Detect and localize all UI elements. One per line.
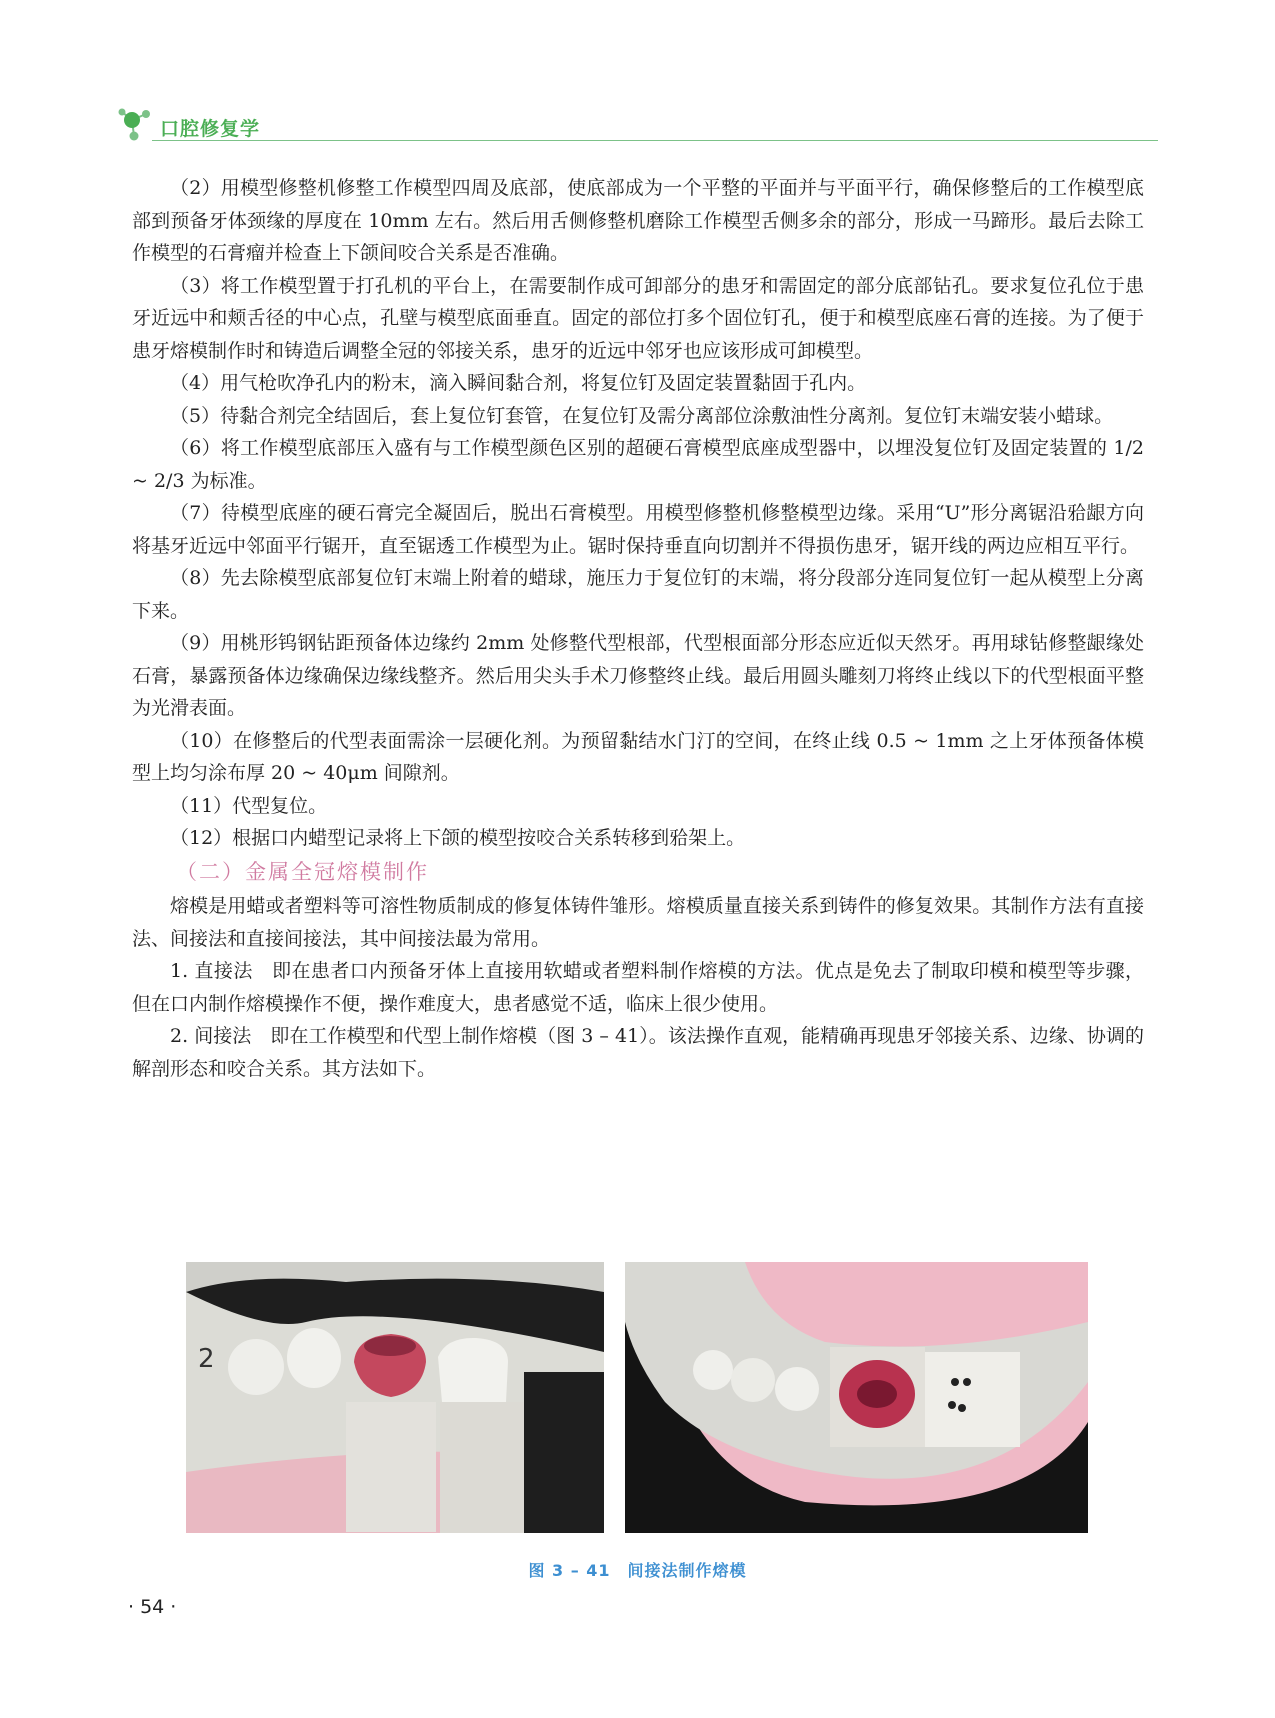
dental-model-side-view-image bbox=[186, 1262, 604, 1533]
paragraph-step-4: （4）用气枪吹净孔内的粉末，滴入瞬间黏合剂，将复位钉及固定装置黏固于孔内。 bbox=[170, 372, 867, 394]
body-text bbox=[132, 172, 1144, 1085]
paragraph-step-11: （11）代型复位。 bbox=[170, 794, 328, 817]
molecule-logo-icon bbox=[118, 106, 158, 142]
paragraph-step-8: （8）先去除模型底部复位钉末端上附着的蜡球，施压力于复位钉的末端，将分段部分连同复位钉一起从模型上分离下来。 bbox=[132, 567, 1144, 622]
dental-model-occlusal-view-image bbox=[625, 1262, 1088, 1533]
figure-photo-left bbox=[186, 1262, 604, 1533]
paragraph-indirect-method: 2. 间接法 即在工作模型和代型上制作熔模（图 3 – 41）。该法操作直观，能精确再现患牙邻接关系、边缘、协调的解剖形态和咬合关系。其方法如下。 bbox=[132, 1025, 1144, 1080]
figure-photo-right bbox=[625, 1262, 1088, 1533]
paragraph-step-5: （5）待黏合剂完全结固后，套上复位钉套管，在复位钉及需分离部位涂敷油性分离剂。复位钉末端安装小蜡球。 bbox=[170, 404, 1114, 427]
header-divider bbox=[152, 140, 1158, 141]
book-title: 口腔修复学 bbox=[160, 118, 261, 140]
paragraph-step-2: （2）用模型修整机修整工作模型四周及底部，使底部成为一个平整的平面并与平面平行，确保修整后的工作模型底部到预备牙体颈缘的厚度在 10mm 左右。然后用舌侧修整机磨除工作模型舌侧多余的部分，形成一马蹄形。最后去除工作模型的石膏瘤并检查上下颌间咬合关系是否准确。 bbox=[132, 177, 1144, 264]
paragraph-step-3: （3）将工作模型置于打孔机的平台上，在需要制作成可卸部分的患牙和需固定的部分底部钻孔。要求复位孔位于患牙近远中和颊舌径的中心点，孔壁与模型底面垂直。固定的部位打多个固位钉孔，便于和模型底座石膏的连接。为了便于患牙熔模制作时和铸造后调整全冠的邻接关系，患牙的近远中邻牙也应该形成可卸模型。 bbox=[132, 274, 1144, 362]
paragraph-direct-method: 1. 直接法 即在患者口内预备牙体上直接用软蜡或者塑料制作熔模的方法。优点是免去了制取印模和模型等步骤，但在口内制作熔模操作不便，操作难度大，患者感觉不适，临床上很少使用。 bbox=[132, 960, 1144, 1015]
running-header bbox=[118, 106, 1158, 146]
paragraph-step-10: （10）在修整后的代型表面需涂一层硬化剂。为预留黏结水门汀的空间，在终止线 0.5 ~ 1mm 之上牙体预备体模型上均匀涂布厚 20 ~ 40μm 间隙剂。 bbox=[132, 729, 1144, 784]
section-heading: （二）金属全冠熔模制作 bbox=[176, 859, 429, 884]
paragraph-step-12: （12）根据口内蜡型记录将上下颌的模型按咬合关系转移到𬌗架上。 bbox=[170, 827, 746, 849]
paragraph-step-9: （9）用桃形钨钢钻距预备体边缘约 2mm 处修整代型根部，代型根面部分形态应近似天然牙。再用球钻修整龈缘处石膏，暴露预备体边缘确保边缘线整齐。然后用尖头手术刀修整终止线。最后用圆头雕刻刀将终止线以下的代型根面平整为光滑表面。 bbox=[132, 632, 1144, 719]
model-number-marking: 2 bbox=[198, 1344, 215, 1374]
page-number: · 54 · bbox=[128, 1596, 177, 1618]
paragraph-step-6: （6）将工作模型底部压入盛有与工作模型颜色区别的超硬石膏模型底座成型器中，以埋没复位钉及固定装置的 1/2 ~ 2/3 为标准。 bbox=[132, 437, 1144, 492]
paragraph-step-7: （7）待模型底座的硬石膏完全凝固后，脱出石膏模型。用模型修整机修整模型边缘。采用“U”形分离锯沿𬌗龈方向将基牙近远中邻面平行锯开，直至锯透工作模型为止。锯时保持垂直向切割并不得损伤患牙，锯开线的两边应相互平行。 bbox=[132, 502, 1144, 557]
figure-caption: 图 3 – 41 间接法制作熔模 bbox=[528, 1561, 747, 1580]
paragraph-wax-pattern-intro: 熔模是用蜡或者塑料等可溶性物质制成的修复体铸件雏形。熔模质量直接关系到铸件的修复效果。其制作方法有直接法、间接法和直接间接法，其中间接法最为常用。 bbox=[132, 895, 1144, 950]
